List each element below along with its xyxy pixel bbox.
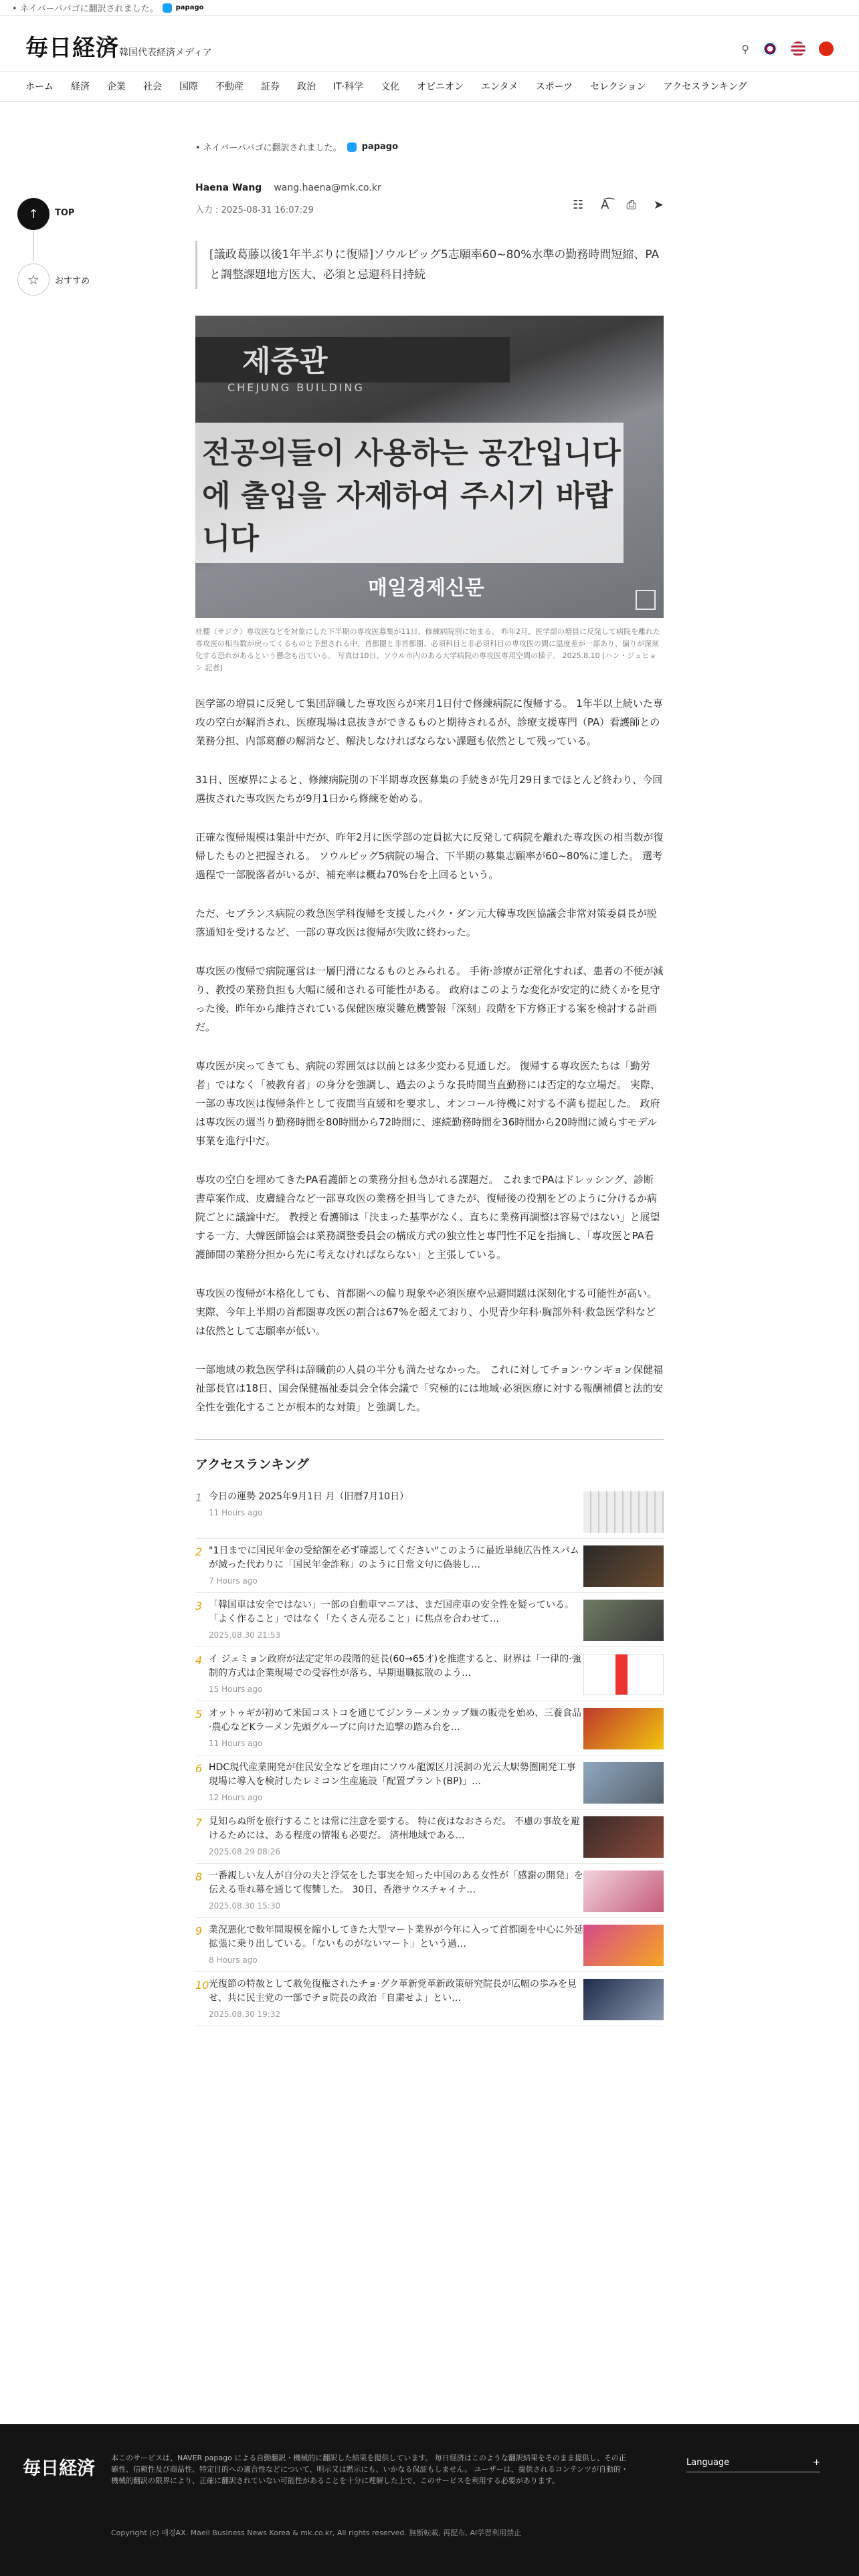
papago-label: papago [361,142,399,152]
article-summary: [議政葛藤以後1年半ぶりに復帰]ソウルビッグ5志願率60~80%水準の勤務時間短縮、PAと調整課題地方医大、必須と忌避科目持続 [195,241,664,289]
ranking-item[interactable] [195,1918,664,1972]
ranking-item[interactable] [195,1485,664,1539]
language-label: Language [686,2458,730,2468]
search-icon[interactable]: ⚲ [741,42,749,56]
ranking-thumbnail[interactable] [583,1491,664,1533]
access-ranking [195,1439,664,2026]
ranking-time: 11 Hours ago [209,1739,263,1748]
language-selector[interactable] [686,2458,820,2472]
ranking-headline[interactable]: HDC現代産業開発が住民安全などを理由にソウル龍源区月渓洞の光云大駅勢圏開発工事現場に導入を検討したレミコン生産施設「配置プラント(BP)」… [209,1762,576,1787]
ranking-time: 12 Hours ago [209,1793,263,1802]
ranking-item[interactable] [195,1701,664,1755]
photo-glass-text: 전공의들이 사용하는 공간입니다 에 출입을 자제하여 주시기 바랍니다 [195,423,624,563]
recommend-button[interactable] [17,263,90,296]
site-footer [0,2424,859,2576]
article-paragraph: 専攻医が戻ってきても、病院の雰囲気は以前とは多少変わる見通しだ。 復帰する専攻医たちは「勤労者」ではなく「被教育者」の身分を強調し、過去のような長時間当直勤務には否定的な立場だ。 実際、一部の専攻医は復帰条件として夜間当直緩和を要求し、オンコール待機に対する不満も提起した。 政府は専攻医の週当り勤務時間を80時間から72時間に、連続勤務時間を36時間から20時間に減らすモデル事業を進行中だ。 [195,1060,660,1147]
ranking-number: 10 [195,1979,209,1992]
photo-sign-en: CHEJUNG BUILDING [227,381,365,394]
ranking-time: 2025.08.30 19:32 [209,2010,281,2019]
side-divider [33,230,34,261]
author-name[interactable]: Haena Wang [195,183,262,193]
ranking-thumbnail[interactable] [583,1708,664,1749]
ranking-headline[interactable]: イ ジェミョン政府が法定定年の段階的延長(60→65才)を推進すると、財界は「一律的·強制的方式は企業現場での受容性が落ち、早期退職拡散のよう… [209,1654,581,1679]
ranking-headline[interactable]: "1日までに国民年金の受給額を必ず確認してください"このように最近単純広告性スパムが減った代わりに「国民年金詐称」のように日常文句に偽装し… [209,1545,579,1570]
nav-selection[interactable]: セレクション [590,82,646,92]
nav-it-science[interactable]: IT·科学 [333,82,364,92]
papago-icon [163,3,172,13]
article-tools [573,198,664,212]
ranking-time: 15 Hours ago [209,1685,263,1694]
ranking-time: 2025.08.29 08:26 [209,1847,281,1856]
ranking-thumbnail[interactable] [583,1925,664,1966]
nav-politics[interactable]: 政治 [297,82,316,92]
ranking-number: 8 [195,1870,203,1883]
nav-sports[interactable]: スポーツ [535,82,573,92]
ranking-headline[interactable]: 一番親しい友人が自分の夫と浮気をした事実を知った中国のある女性が「感謝の開発」を伝える垂れ幕を通じて復讐した。 30日、香港サウスチャイナ… [209,1870,583,1895]
ranking-thumbnail[interactable] [583,1654,664,1695]
photo-sign: 제중관 [195,337,510,383]
ranking-headline[interactable]: オットゥギが初めて米国コストコを通じてジンラーメンカップ麺の販売を始め、三養食品·農心などKラーメン先頭グループに向けた追撃の踏み台を… [209,1708,581,1733]
ranking-item[interactable] [195,1539,664,1593]
nav-realestate[interactable]: 不動産 [215,82,244,92]
ranking-time: 8 Hours ago [209,1955,258,1965]
print-icon[interactable]: ⎙ [626,198,636,212]
photo-caption: 社櫻（サジク）専攻医などを対象にした下半期の専攻医募集が11日、修練病院別に始まる。 昨年2月、医学部の増員に反発して病院を離れた専攻医の相当数が戻ってくるものと予想される中、首都圏と非首都圏、必須科目と非必須科目の専攻医の間に温度差が一部あり、偏りが深刻化する恐れがあるという懸念も出ている。 写真は10日、ソウル市内のある大学病院の専攻医専用空間の様子。 2025.8.10 [ハン・ジュヒョン 記者] [195,627,661,672]
nav-culture[interactable]: 文化 [381,82,400,92]
ranking-item[interactable] [195,1864,664,1918]
ranking-time: 2025.08.30 15:30 [209,1901,281,1911]
usa-flag-icon[interactable] [791,41,805,56]
ranking-time: 11 Hours ago [209,1508,263,1517]
side-floating-menu [17,198,90,288]
ranking-item[interactable] [195,1647,664,1701]
article-paragraph: 31日、医療界によると、修練病院別の下半期専攻医募集の手続きが先月29日までほとんど終わり、今回選抜された専攻医たちが9月1日から修練を始める。 [195,774,663,804]
article-photo [195,316,664,618]
plus-icon: + [813,2458,820,2468]
scroll-top-button[interactable] [17,198,50,230]
photo-watermark: 매일경제신문 [368,576,484,600]
site-header [0,16,859,71]
ranking-number: 2 [195,1545,203,1558]
article-paragraph: 医学部の増員に反発して集団辞職した専攻医らが来月1日付で修練病院に復帰する。 1年半以上続いた専攻の空白が解消され、医療現場は息抜きができるものと期待されるが、診療支援専門（PA）看護師との業務分担、内部葛藤の解消など、解決しなければならない課題も依然として残っている。 [195,697,663,747]
ranking-item[interactable] [195,1593,664,1647]
share-icon[interactable]: ➤ [653,198,664,212]
china-flag-icon[interactable] [819,41,834,56]
translation-note-text: • ネイバーパパゴに翻訳されました。 [195,143,342,153]
translation-topbar [0,0,859,16]
article-paragraph: 専攻医の復帰が本格化しても、首都圏への偏り現象や必須医療や忌避問題は深刻化する可能性が高い。 実際、今年上半期の首都圏専攻医の割合は67%を超えており、小児青少年科·胸部外科·救急医学科などは依然として志願率が低い。 [195,1287,658,1337]
ranking-number: 5 [195,1708,203,1721]
ranking-thumbnail[interactable] [583,1870,664,1912]
footer-disclaimer: 本このサービスは、NAVER papago による自動翻訳・機械的に翻訳した結果を提供しています。 毎日経済はこのような翻訳結果をそのまま提供し、その正確性、信頼性及び商品性、特定目的への適合性などについて、明示又は黙示にも、いかなる保証もしません。 ユーザーは、提供されるコンテンツが自動的・機械的翻訳の限界により、正確に翻訳されていない可能性があることを十分に理解した上で、このサービスを利用する必要があります。 [111,2454,629,2485]
translate-icon[interactable]: ☷ [573,198,584,212]
papago-icon [347,142,357,152]
papago-label: papago [175,4,204,11]
ranking-number: 9 [195,1925,203,1937]
ranking-number: 4 [195,1654,203,1667]
article-paragraph: ただ、セブランス病院の救急医学科復帰を支援したパク・ダン元大韓専攻医協議会非常対策委員長が脱落通知を受けるなど、一部の専攻医は復帰が失敗に終わった。 [195,907,657,938]
ranking-item[interactable] [195,1810,664,1864]
ranking-headline[interactable]: 今日の運勢 2025年9月1日 月（旧暦7月10日） [209,1491,409,1502]
nav-home[interactable]: ホーム [25,82,54,92]
ranking-headline[interactable]: 光復節の特赦として赦免復権されたチョ·グク革新党革新政策研究院長が広幅の歩みを見せ、共に民主党の一部でチョ院長の政治「自粛せよ」とい… [209,1979,577,2004]
byline [195,183,664,193]
ranking-number: 3 [195,1600,203,1612]
recommend-label: おすすめ [55,276,90,286]
ranking-number: 7 [195,1816,203,1829]
footer-logo[interactable]: 毎日経済 [23,2458,95,2479]
arrow-up-icon: ↑ [28,207,39,221]
article-paragraph: 正確な復帰規模は集計中だが、昨年2月に医学部の定員拡大に反発して病院を離れた専攻医の相当数が復帰したものと把握される。 ソウルビッグ5病院の場合、下半期の募集志願率が60~80%に達した。 選考過程で一部脱落者がいるが、補充率は概ね70%台を上回るという。 [195,831,664,881]
site-tagline: 韓国代表経済メディア [119,47,212,58]
nav-entertainment[interactable]: エンタメ [481,82,518,92]
ranking-thumbnail[interactable] [583,1600,664,1641]
nav-opinion[interactable]: オピニオン [417,82,464,92]
article-paragraph: 専攻の空白を埋めてきたPA看護師との業務分担も急がれる課題だ。 これまでPAはドレッシング、診断書草案作成、皮膚縫合など一部専攻医の業務を担当してきたが、復帰後の役割をどのように分けるか病院ごとに議論中だ。 教授と看護師は「決まった基準がなく、直ちに業務再調整は容易ではない」と展望する一方、大韓医師協会は業務調整委員会の構成方式の独立性と専門性不足を指摘し、「専攻医とPA看護師間の業務分担から先に考えなければならない」と主張している。 [195,1174,660,1261]
nav-world[interactable]: 国際 [179,82,198,92]
ranking-headline[interactable]: 業況悪化で数年間規模を縮小してきた大型マート業界が今年に入って首都圏を中心に外延拡張に乗り出している。「ないものがないマート」という過… [209,1925,583,1949]
expand-icon[interactable] [636,590,656,610]
ranking-headline[interactable]: 「韓国車は安全ではない」一部の自動車マニアは、まだ国産車の安全性を疑っている。「よく作ること」ではなく「たくさん売ること」に焦点を合わせて… [209,1600,574,1624]
article-paragraph: 専攻医の復帰で病院運営は一層円滑になるものとみられる。 手術·診療が正常化すれば、患者の不便が減り、教授の業務負担も大幅に緩和される可能性がある。 政府はこのような変化が安定的に続くかを見守った後、昨年から維持されている保健医療災難危機警報「深刻」段階を下方修正する案を検討する計画だ。 [195,965,664,1033]
nav-stocks[interactable]: 証券 [261,82,280,92]
article-translation-note [195,140,664,153]
ranking-item[interactable] [195,1755,664,1810]
ranking-thumbnail[interactable] [583,1545,664,1587]
article-main [195,140,664,2026]
ranking-number: 1 [195,1491,203,1504]
korea-flag-icon[interactable] [763,41,777,56]
site-logo[interactable]: 毎日経済 [25,35,119,62]
ranking-headline[interactable]: 見知らぬ所を旅行することは常に注意を要する。 特に夜はなおさらだ。 不慮の事故を避けるためには、ある程度の情報も必要だ。 済州地域である… [209,1816,580,1841]
nav-business[interactable]: 企業 [107,82,126,92]
topbar-note: • ネイバーパパゴに翻訳されました。 [12,4,159,14]
article-paragraph: 一部地域の救急医学科は辞職前の人員の半分も満たせなかった。 これに対してチョン·ウンギョン保健福祉部長官は18日、国会保健福祉委員会全体会議で「究極的には地域·必須医療に対する報酬補償と法的安全性を強化することが根本的な対策」と強調した。 [195,1364,664,1413]
font-size-icon[interactable]: A͡ [601,198,609,212]
author-email[interactable]: wang.haena@mk.co.kr [274,183,381,193]
ranking-title: アクセスランキング [195,1457,309,1472]
ranking-item[interactable] [195,1972,664,2026]
ranking-thumbnail[interactable] [583,1979,664,2020]
ranking-time: 2025.08.30 21:53 [209,1630,281,1640]
ranking-thumbnail[interactable] [583,1762,664,1804]
main-nav [0,71,859,102]
footer-copyright: Copyright (c) 매경AX. Maeil Business News Korea & mk.co.kr, All rights reserved. 無断転載, 再配布, AI学習利用禁止 [111,2529,522,2537]
article-body [195,694,664,1416]
ranking-number: 6 [195,1762,203,1775]
star-icon: ☆ [27,272,39,288]
nav-society[interactable]: 社会 [143,82,162,92]
ranking-time: 7 Hours ago [209,1576,258,1586]
article-date: 入力 : 2025-08-31 16:07:29 [195,205,314,215]
nav-economy[interactable]: 経済 [71,82,90,92]
ranking-thumbnail[interactable] [583,1816,664,1858]
nav-ranking[interactable]: アクセスランキング [663,82,747,92]
scroll-top-label: TOP [55,208,75,218]
